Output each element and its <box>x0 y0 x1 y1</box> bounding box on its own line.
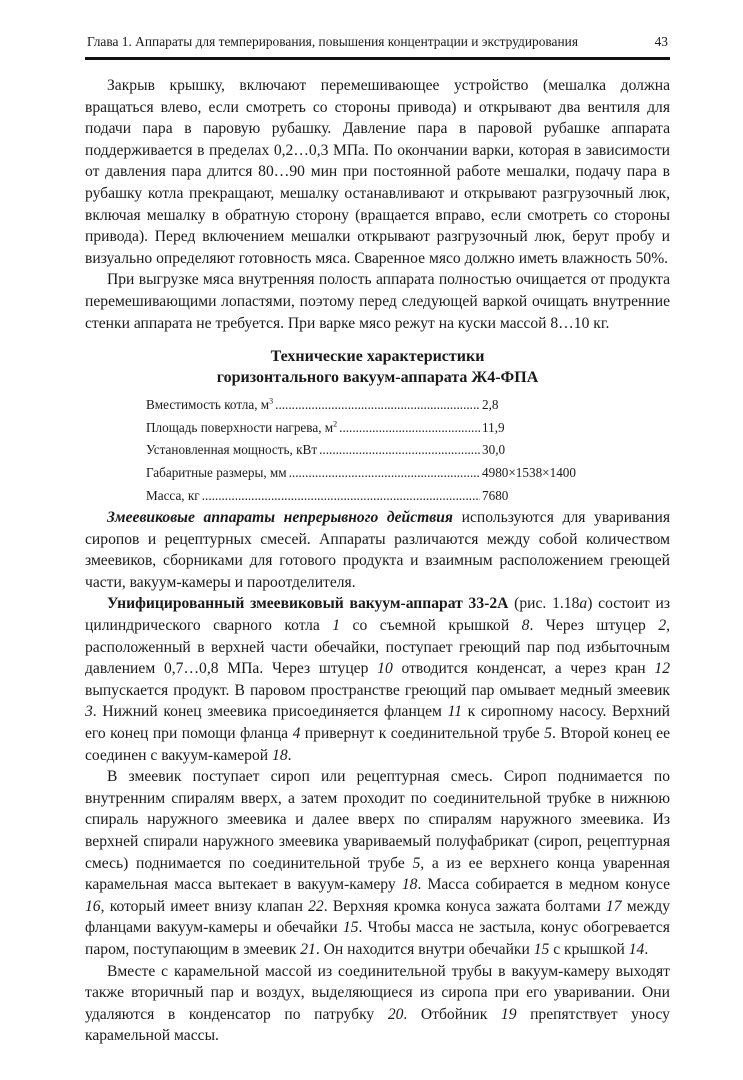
spec-value: 30,0 <box>482 442 506 458</box>
body-text <box>85 75 670 1047</box>
specs-title-line2: горизонтального вакуум-аппарата Ж4-ФПА <box>216 369 539 387</box>
spec-row <box>146 462 602 485</box>
term-unified-apparatus: Унифицированный змеевиковый вакуум-аппарат 33-2А <box>107 595 509 613</box>
spec-value: 7680 <box>482 487 509 503</box>
paragraph-secondary-steam: Вместе с карамельной массой из соединительной трубы в вакуум-камеру выходят также вторичный пар и воздух, выделяющиеся из сиропа при его уваривании. Они удаляются в конденсатор по патрубку 20. Отбойник 19 препятствует уносу карамельной массы. <box>85 962 670 1045</box>
leader-dots <box>339 417 480 440</box>
leader-dots <box>319 439 480 462</box>
spec-label: Вместимость котла, $м^3$ <box>146 396 274 413</box>
paragraph-syrup-flow: В змеевик поступает сироп или рецептурная смесь. Сироп поднимается по внутренним спиралям вверх, а затем проходит по соединительной трубке в нижнюю спираль наружного змеевика и далее вверх по спиралям наружного змеевика. Из верхней спирали наружного змеевика увариваемый полуфабрикат (сироп, рецептурная смесь) поднимается по соединительной трубе 5, а из ее верхнего конца уваренная карамельная масса вытекает в вакуум-камеру 18. Масса собирается в медном конусе 16, который имеет внизу клапан 22. Верхняя кромка конуса зажата болтами 17 между фланцами вакуум-камеры и обечайки 15. Чтобы масса не застыла, конус обогревается паром, поступающим в змеевик 21. Он находится внутри обечайки 15 с крышкой 14. <box>85 768 670 958</box>
specs-title <box>85 346 670 388</box>
paragraph-coil-apparatus: Змеевиковые аппараты непрерывного действия используются для уваривания сиропов и рецептурных смесей. Аппараты различаются между собой количеством змеевиков, сборниками для готового продукта и взаимным расположением греющей части, вакуум-камеры и пароотделителя. <box>85 509 671 591</box>
specs-table <box>146 394 602 507</box>
spec-label: Габаритные размеры, мм <box>146 464 287 480</box>
spec-label: Площадь поверхности нагрева, $м^2$ <box>146 419 338 435</box>
spec-row <box>146 394 602 417</box>
spec-value: 2,8 <box>482 397 499 413</box>
chapter-title: Глава 1. Аппараты для темперирования, повышения концентрации и экструдирования <box>87 34 578 49</box>
book-page <box>85 34 670 1047</box>
spec-label: Масса, кг <box>146 487 200 503</box>
header-rule <box>85 57 670 60</box>
paragraph-unified-apparatus: Унифицированный змеевиковый вакуум-аппарат 33-2А (рис. 1.18а) состоит из цилиндрического сварного котла 1 со съемной крышкой 8. Через штуцер 2, расположенный в верхней части обечайки, поступает греющий пар под избыточным давлением 0,7…0,8 МПа. Через штуцер 10 отводится конденсат, а через кран 12 выпускается продукт. В паровом пространстве греющий пар омывает медный змеевик 3. Нижний конец змеевика присоединяется фланцем 11 к сиропному насосу. Верхний его конец при помощи фланца 4 привернут к соединительной трубе 5. Второй конец ее соединен с вакуум-камерой 18. <box>85 595 671 764</box>
spec-value: 11,9 <box>482 419 505 435</box>
leader-dots <box>202 485 480 508</box>
paragraph-unloading: При выгрузке мяса внутренняя полость аппарата полностью очищается от продукта перемешивающими лопастями, поэтому перед следующей варкой очищать внутренние стенки аппарата не требуется. При варке мясо режут на куски массой 8…10 кг. <box>85 271 670 332</box>
spec-row <box>146 417 602 440</box>
leader-dots <box>289 462 480 485</box>
term-coil-apparatus: Змеевиковые аппараты непрерывного действия <box>107 509 453 527</box>
leader-dots <box>275 394 480 417</box>
paragraph-cooking-process: Закрыв крышку, включают перемешивающее устройство (мешалка должна вращаться влево, если смотреть со стороны привода) и открывают два вентиля для подачи пара в паровую рубашку. Давление пара в паровой рубашке аппарата поддерживается в пределах 0,2…0,3 МПа. По окончании варки, которая в зависимости от давления пара длится 80…90 мин при постоянной работе мешалки, подачу пара в рубашку котла прекращают, мешалку останавливают и открывают разгрузочный люк, включая мешалку в обратную сторону (вращается вправо, если смотреть со стороны привода). Перед включением мешалки открывают разгрузочный люк, берут пробу и визуально определяют готовность мяса. Сваренное мясо должно иметь влажность 50%. <box>85 77 670 267</box>
running-header <box>85 34 670 56</box>
specs-title-line1: Технические характеристики <box>270 348 485 366</box>
spec-label: Установленная мощность, кВт <box>146 442 318 458</box>
spec-value: 4980×1538×1400 <box>482 464 576 480</box>
spec-row <box>146 439 602 462</box>
spec-row <box>146 485 602 508</box>
page-number: 43 <box>654 34 668 49</box>
